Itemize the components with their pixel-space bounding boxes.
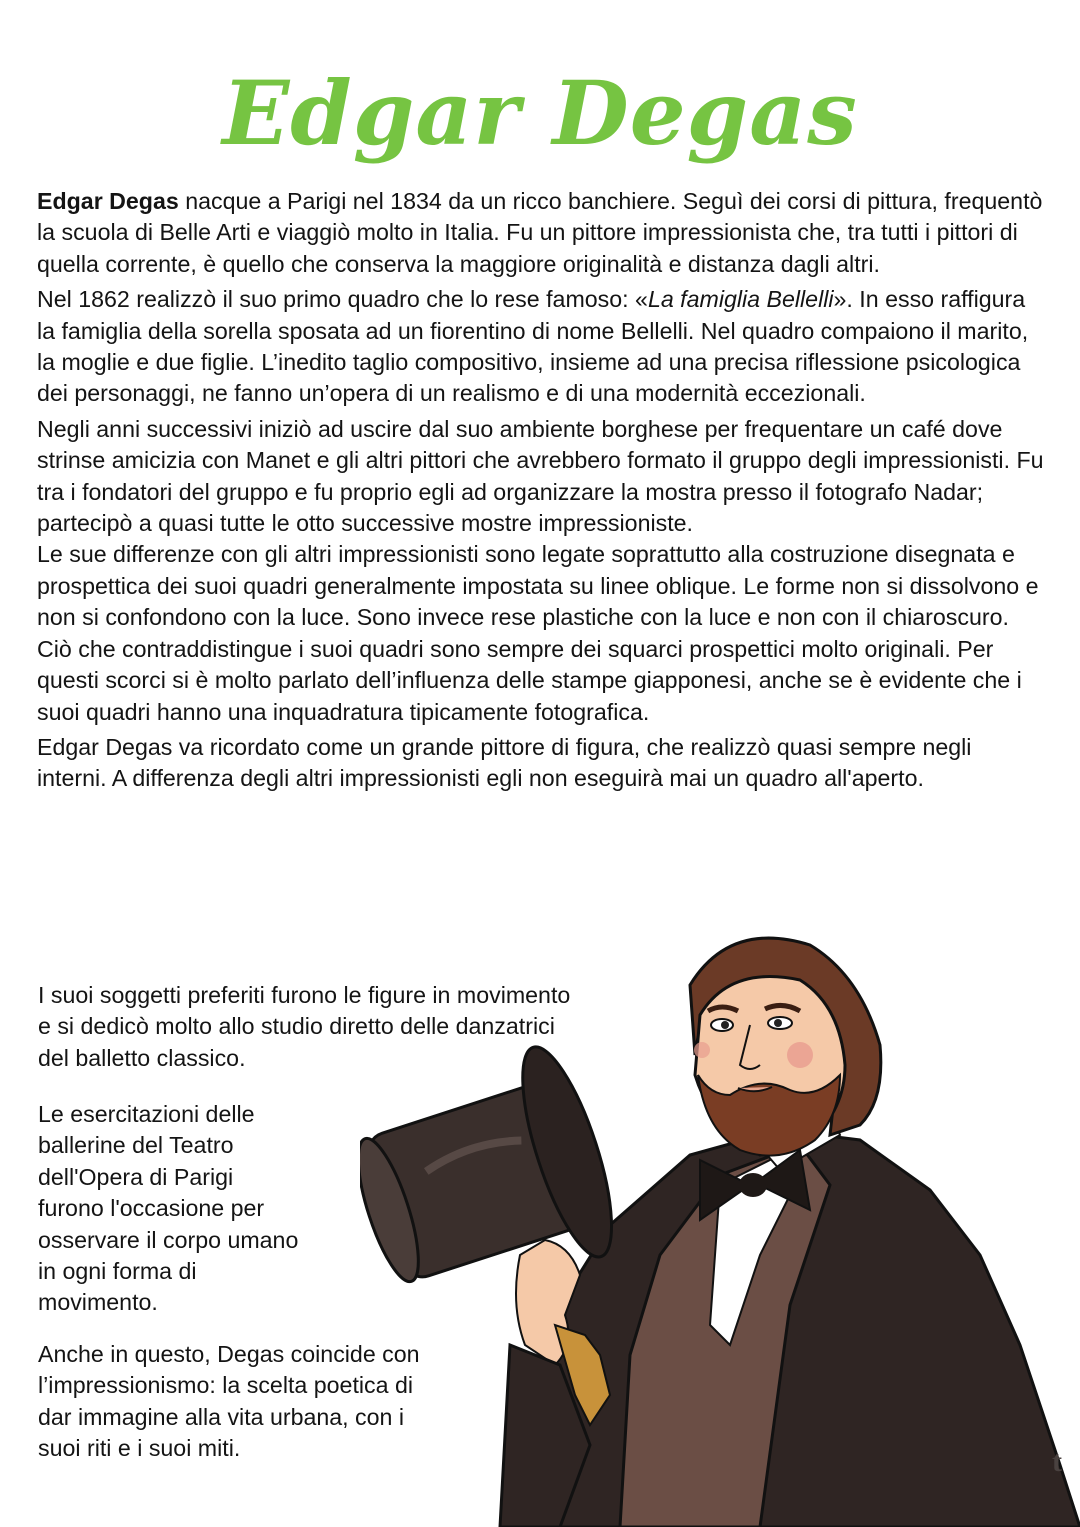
text-line: in ogni forma di [38, 1258, 197, 1285]
text-line: dell'Opera di Parigi [38, 1163, 234, 1190]
text-line: Le esercitazioni delle [38, 1101, 255, 1127]
paragraph-text: nacque a Parigi nel 1834 da un ricco banchiere. Seguì dei corsi di pittura, frequentò la scuola di Belle Arti e viaggiò molto in Italia. Fu un pittore impressionista che, tra tutti i pittori di quella corrente, è quello che conserva la maggiore originalità e distanza dagli altri. [37, 188, 1043, 277]
text-line: furono l'occasione per [38, 1195, 265, 1222]
text-line: suoi riti e i suoi miti. [38, 1435, 241, 1462]
text-line: osservare il corpo umano [38, 1226, 299, 1253]
text-line: dar immagine alla vita urbana, con i [38, 1403, 405, 1430]
text-line: l’impressionismo: la scelta poetica di [38, 1372, 414, 1399]
text-line: movimento. [38, 1289, 158, 1316]
main-text [37, 186, 1047, 799]
paragraph-text: Nel 1862 realizzò il suo primo quadro che lo rese famoso: « [37, 286, 648, 313]
paragraph-figure-painter: Edgar Degas va ricordato come un grande pittore di figura, che realizzò quasi sempre negli interni. A differenza degli altri impressionisti egli non eseguirà mai un quadro all'aperto. [37, 733, 972, 792]
paragraph-text: ». In esso raffigura la famiglia della sorella sposata ad un fiorentino di nome Bellelli. Nel quadro compaiono il marito, la moglie e due figlie. L’inedito taglio compositivo, insieme ad una precisa riflessione psicologica dei personaggi, ne fanno un’opera di un realismo e di una modernità eccezionali. [37, 286, 1029, 407]
paragraph-impressionists: Negli anni successivi iniziò ad uscire dal suo ambiente borghese per frequentare un café dove strinse amicizia con Manet e gli altri pittori che avrebbero formato il gruppo degli impressionisti. Fu tra i fondatori del gruppo e fu proprio egli ad organizzare la mostra presso il fotografo Nadar; partecipò a quasi tutte le otto successive mostre impressioniste. [37, 415, 1044, 537]
text-line: I suoi soggetti preferiti furono le figure in movimento [38, 982, 571, 1008]
paragraph-differences: Le sue differenze con gli altri impressionisti sono legate soprattutto alla costruzione disegnata e prospettica dei suoi quadri generalmente impostata su linee oblique. Le forme non si dissolvono e non si confondono con la luce. Sono invece rese plastiche con la luce e non con il chiaroscuro. Ciò che contraddistingue i suoi quadri sono sempre dei squarci prospettici molto originali. Per questi scorci si è molto parlato dell’influenza delle stampe giapponesi, anche se è evidente che i suoi quadri hanno una inquadratura tipicamente fotografica. [37, 541, 1039, 725]
text-line: e si dedicò molto allo studio diretto delle danzatrici [38, 1013, 555, 1040]
text-line: Anche in questo, Degas coincide con [38, 1341, 420, 1367]
paragraph-bellelli [37, 284, 1047, 410]
paragraph-intro [37, 186, 1047, 280]
text-line: del balletto classico. [38, 1044, 246, 1071]
name-bold: Edgar Degas [37, 188, 179, 214]
degas-portrait-illustration [360, 925, 1080, 1527]
artwork-title: La famiglia Bellelli [647, 286, 834, 313]
page-title: Edgar Degas [222, 61, 858, 165]
side-paragraph-ballerine [38, 1099, 338, 1319]
text-line: ballerine del Teatro [38, 1132, 234, 1159]
watermark: t [1052, 1445, 1062, 1478]
